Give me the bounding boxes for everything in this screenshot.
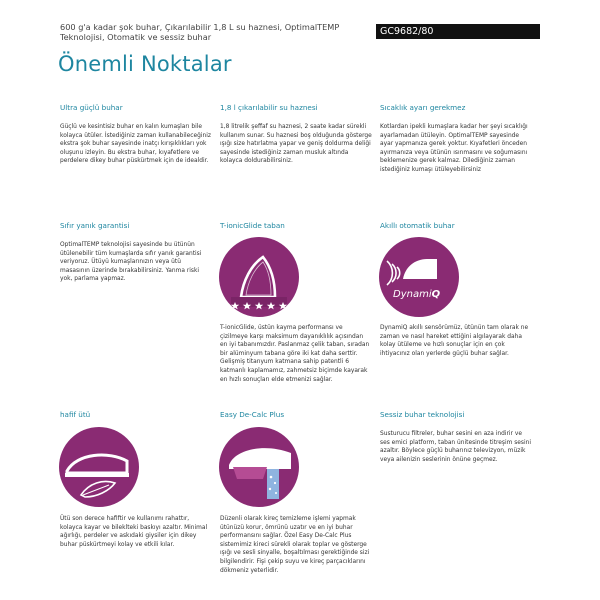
model-number-badge: GC9682/80: [376, 24, 540, 39]
feature-title-quiet-steam: Sessiz buhar teknolojisi: [380, 410, 465, 419]
soleplate-stars-icon: [219, 237, 299, 317]
feature-title-ultra-steam: Ultra güçlü buhar: [60, 103, 123, 112]
feature-text-water-tank: 1,8 litrelik şeffaf su haznesi, 2 saate kadar sürekli kullanım sunar. Su haznesi boş olduğunda gösterge ışığı size hatırlatma yapar ve geniş doldurma deliği sayesinde istediğiniz zaman musluk altında kolayca doldurabilirsiniz.: [220, 124, 372, 165]
dynamiq-steam-icon: [379, 237, 459, 317]
feature-text-decalc: Düzenli olarak kireç temizleme işlemi yapmak ütünüzü korur, ömrünü uzatır ve en iyi buhar performansını sağlar. Özel Easy De-Calc Plus sistemimiz kireci sürekli olarak toplar ve gösterge ışığı ve sesli sinyalle, boşaltılması gerektiğinde sizi bilgilendirir. Fişi çekip suyu ve kireç parçacıklarını dökmeniz yeterlidir.: [220, 516, 370, 574]
decalc-iron-icon: [219, 427, 299, 507]
feature-text-no-temp: Kotlardan ipekli kumaşlara kadar her şeyi sıcaklığı ayarlamadan ütüleyin. OptimalTEMP sayesinde ayar yapmanıza gerek yoktur. Kıyafetleri önceden ayırmanıza veya ütünün ısınmasını ve soğumasını beklemenize gerek kalmaz. Dilediğiniz zaman istediğiniz kumaşı ütüleyebilirsiniz: [380, 124, 528, 173]
feature-title-no-temp: Sıcaklık ayarı gerekmez: [380, 103, 466, 112]
feature-text-smart-steam: DynamiQ akıllı sensörümüz, ütünün tam olarak ne zaman ve nasıl hareket ettiğini algılayarak daha kolay ütüleme ve hızlı sonuçlar için en çok ihtiyacınız olan yerlerde güçlü buhar sağlar.: [380, 325, 529, 357]
feature-title-decalc: Easy De-Calc Plus: [220, 410, 285, 419]
feature-title-smart-steam: Akıllı otomatik buhar: [380, 221, 455, 230]
header-product-line: 600 g'a kadar şok buhar, Çıkarılabilir 1,8 L su haznesi, OptimalTEMP Teknolojisi, Otomatik ve sessiz buhar: [60, 22, 340, 42]
feature-text-soleplate: T-ionicGlide, üstün kayma performansı ve çizilmeye karşı maksimum dayanıklılık açısından en iyi tabanımızdır. Paslanmaz çelik taban, sıradan bir alüminyum tabana göre iki kat daha serttir. Gelişmiş titanyum katmana sahip patentli 6 katmanlı kaplamamız, zahmetsiz biçimde kayarak en hızlı sonuçları elde etmenizi sağlar.: [220, 325, 370, 383]
feature-text-no-burn: OptimalTEMP teknolojisi sayesinde bu ütünün ütülenebilir tüm kumaşlarda sıfır yanık garantisi veriyoruz. Ütüyü kumaşlarınızın veya ütü masasının üzerinde bırakabilirsiniz. Yanma riski yok, parlama yapmaz.: [60, 242, 202, 283]
feature-text-quiet-steam: Susturucu filtreler, buhar sesini en aza indirir ve ses emici platform, taban ünitesinde titreşim sesini azaltır. Böylece güçlü buharınız televizyon, müzik veya ailenizin seslerinin önüne geçmez.: [380, 431, 531, 463]
feature-text-light-iron: Ütü son derece hafiftir ve kullanımı rahattır, kolayca kayar ve bileklteki baskıyı azaltır. Minimal ağırlığı, perdeler ve askıdaki giysiler için dikey buhar püskürtmeyi kolay ve etkili kılar.: [60, 516, 208, 548]
light-iron-feather-icon: [59, 427, 139, 507]
feature-title-no-burn: Sıfır yanık garantisi: [60, 221, 130, 230]
feature-title-water-tank: 1,8 l çıkarılabilir su haznesi: [220, 103, 318, 112]
feature-title-soleplate: T-ionicGlide taban: [220, 221, 285, 230]
dynamiq-label: Dynami: [393, 289, 432, 300]
feature-title-light-iron: hafif ütü: [60, 410, 91, 419]
feature-text-ultra-steam: Güçlü ve kesintisiz buhar en kalın kumaşları bile kolayca ütüler. İstediğiniz zaman kullanabileceğiniz ekstra şok buhar sayesinde inatçı kırışıklıkları yok oluşunu izleyin. Bu ekstra buhar, kıyafetlere ve perdelere dikey buhar püskürtmek için de idealdir.: [60, 124, 211, 165]
dynamiq-label-q: Q: [431, 289, 441, 300]
page-title: Önemli Noktalar: [58, 52, 232, 76]
